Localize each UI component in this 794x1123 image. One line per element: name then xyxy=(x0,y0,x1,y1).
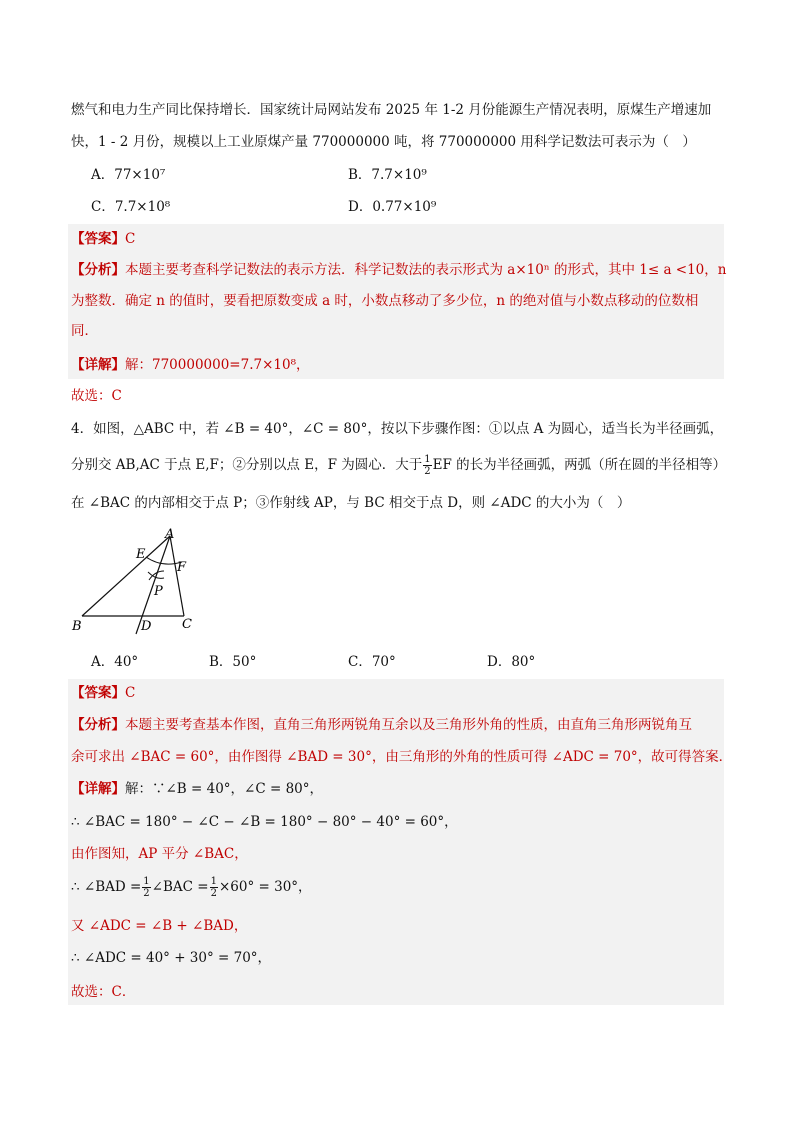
triangle-construction-figure xyxy=(66,524,206,636)
q4-answer-tag: 【答案】 xyxy=(71,685,125,701)
label-p: P xyxy=(154,584,163,599)
fraction-numerator: 1 xyxy=(424,454,431,465)
fraction-denominator: 2 xyxy=(143,888,150,899)
q3-answer-tag: 【答案】 xyxy=(71,231,125,247)
q4-analysis-tag: 【分析】 xyxy=(71,717,125,733)
q3-stem-line1: 燃气和电力生产同比保持增长．国家统计局网站发布 2025 年 1-2 月份能源生产情况表明，原煤生产增速加 xyxy=(71,102,712,118)
q4-detail-line4c: ×60° = 30°， xyxy=(218,879,312,895)
q4-detail-line3: 由作图知，AP 平分 ∠BAC， xyxy=(71,846,248,862)
label-f: F xyxy=(177,560,187,575)
q4-stem-line3: 在 ∠BAC 的内部相交于点 P；③作射线 AP，与 BC 相交于点 D，则 ∠ADC 的大小为（ ） xyxy=(71,495,631,511)
q4-analysis-line2: 余可求出 ∠BAC = 60°，由作图得 ∠BAD = 30°，由三角形的外角的性质可得 ∠ADC = 70°，故可得答案． xyxy=(71,749,733,765)
q3-detail-tag: 【详解】 xyxy=(71,357,125,373)
q3-option-c: C．7.7×10⁸ xyxy=(91,199,171,215)
q4-analysis-line1 xyxy=(71,714,692,736)
q3-answer-value: C xyxy=(125,231,136,247)
q4-conclusion: 故选：C． xyxy=(71,984,136,1000)
side-ac xyxy=(170,536,184,616)
label-e: E xyxy=(136,547,146,562)
q4-detail-line6: ∴ ∠ADC = 40° + 30° = 70°， xyxy=(71,950,272,966)
label-a: A xyxy=(165,527,175,542)
q4-option-c: C．70° xyxy=(348,654,396,670)
q4-stem-fraction xyxy=(423,454,431,477)
q3-option-a: A．77×10⁷ xyxy=(91,167,166,183)
q3-answer xyxy=(71,228,135,250)
q3-analysis-line3: 同． xyxy=(71,323,98,339)
q4-stem-line1: 4．如图，△ABC 中，若 ∠B = 40°，∠C = 80°，按以下步骤作图：①以点 A 为圆心，适当长为半径画弧， xyxy=(71,421,724,437)
q3-analysis-tag: 【分析】 xyxy=(71,262,125,278)
q3-analysis-text1: 本题主要考查科学记数法的表示方法．科学记数法的表示形式为 a×10ⁿ 的形式，其中 1≤ a <10，n xyxy=(125,262,727,278)
fraction-denominator: 2 xyxy=(210,888,217,899)
q4-detail-tag: 【详解】 xyxy=(71,781,125,797)
q4-detail-fraction1 xyxy=(142,876,150,899)
q4-stem-line2a: 分别交 AB,AC 于点 E,F；②分别以点 E，F 为圆心．大于 xyxy=(71,457,423,473)
side-ab xyxy=(82,536,170,616)
q4-detail-fraction2 xyxy=(210,876,218,899)
q3-analysis-line2: 为整数．确定 n 的值时，要看把原数变成 a 时，小数点移动了多少位，n 的绝对值与小数点移动的位数相 xyxy=(71,293,699,309)
q4-option-d: D．80° xyxy=(487,654,536,670)
q4-stem-line2 xyxy=(71,454,726,477)
q4-detail-text1: 解：∵∠B = 40°，∠C = 80°， xyxy=(125,781,324,797)
q3-detail xyxy=(71,354,310,376)
q4-answer xyxy=(71,682,135,704)
fraction-numerator: 1 xyxy=(143,876,150,887)
q4-option-b: B．50° xyxy=(209,654,257,670)
q4-detail-line2: ∴ ∠BAC = 180° − ∠C − ∠B = 180° − 80° − 40° = 60°， xyxy=(71,814,458,830)
q3-stem-line2: 快，1 - 2 月份，规模以上工业原煤产量 770000000 吨，将 770000000 用科学记数法可表示为（ ） xyxy=(71,134,696,150)
q3-option-b: B．7.7×10⁹ xyxy=(348,167,427,183)
q4-option-a: A．40° xyxy=(91,654,139,670)
q3-analysis-line1 xyxy=(71,259,726,281)
q4-stem-line2b: EF 的长为半径画弧，两弧（所在圆的半径相等） xyxy=(432,457,727,473)
q3-conclusion: 故选：C xyxy=(71,388,122,404)
fraction-numerator: 1 xyxy=(210,876,217,887)
label-c: C xyxy=(182,617,192,632)
q4-detail-line4 xyxy=(71,876,312,899)
q4-detail-line1 xyxy=(71,778,323,800)
q4-analysis-text1: 本题主要考查基本作图，直角三角形两锐角互余以及三角形外角的性质，由直角三角形两锐角互 xyxy=(125,717,692,733)
q4-answer-value: C xyxy=(125,685,136,701)
q4-detail-line4a: ∴ ∠BAD = xyxy=(71,879,142,895)
fraction-denominator: 2 xyxy=(424,466,431,477)
q3-option-d: D．0.77×10⁹ xyxy=(348,199,437,215)
q4-detail-line4b: ∠BAC = xyxy=(151,879,209,895)
q3-detail-text: 解：770000000=7.7×10⁸， xyxy=(125,357,310,373)
label-d: D xyxy=(141,619,152,634)
q4-detail-line5: 又 ∠ADC = ∠B + ∠BAD， xyxy=(71,918,248,934)
label-b: B xyxy=(72,619,82,634)
